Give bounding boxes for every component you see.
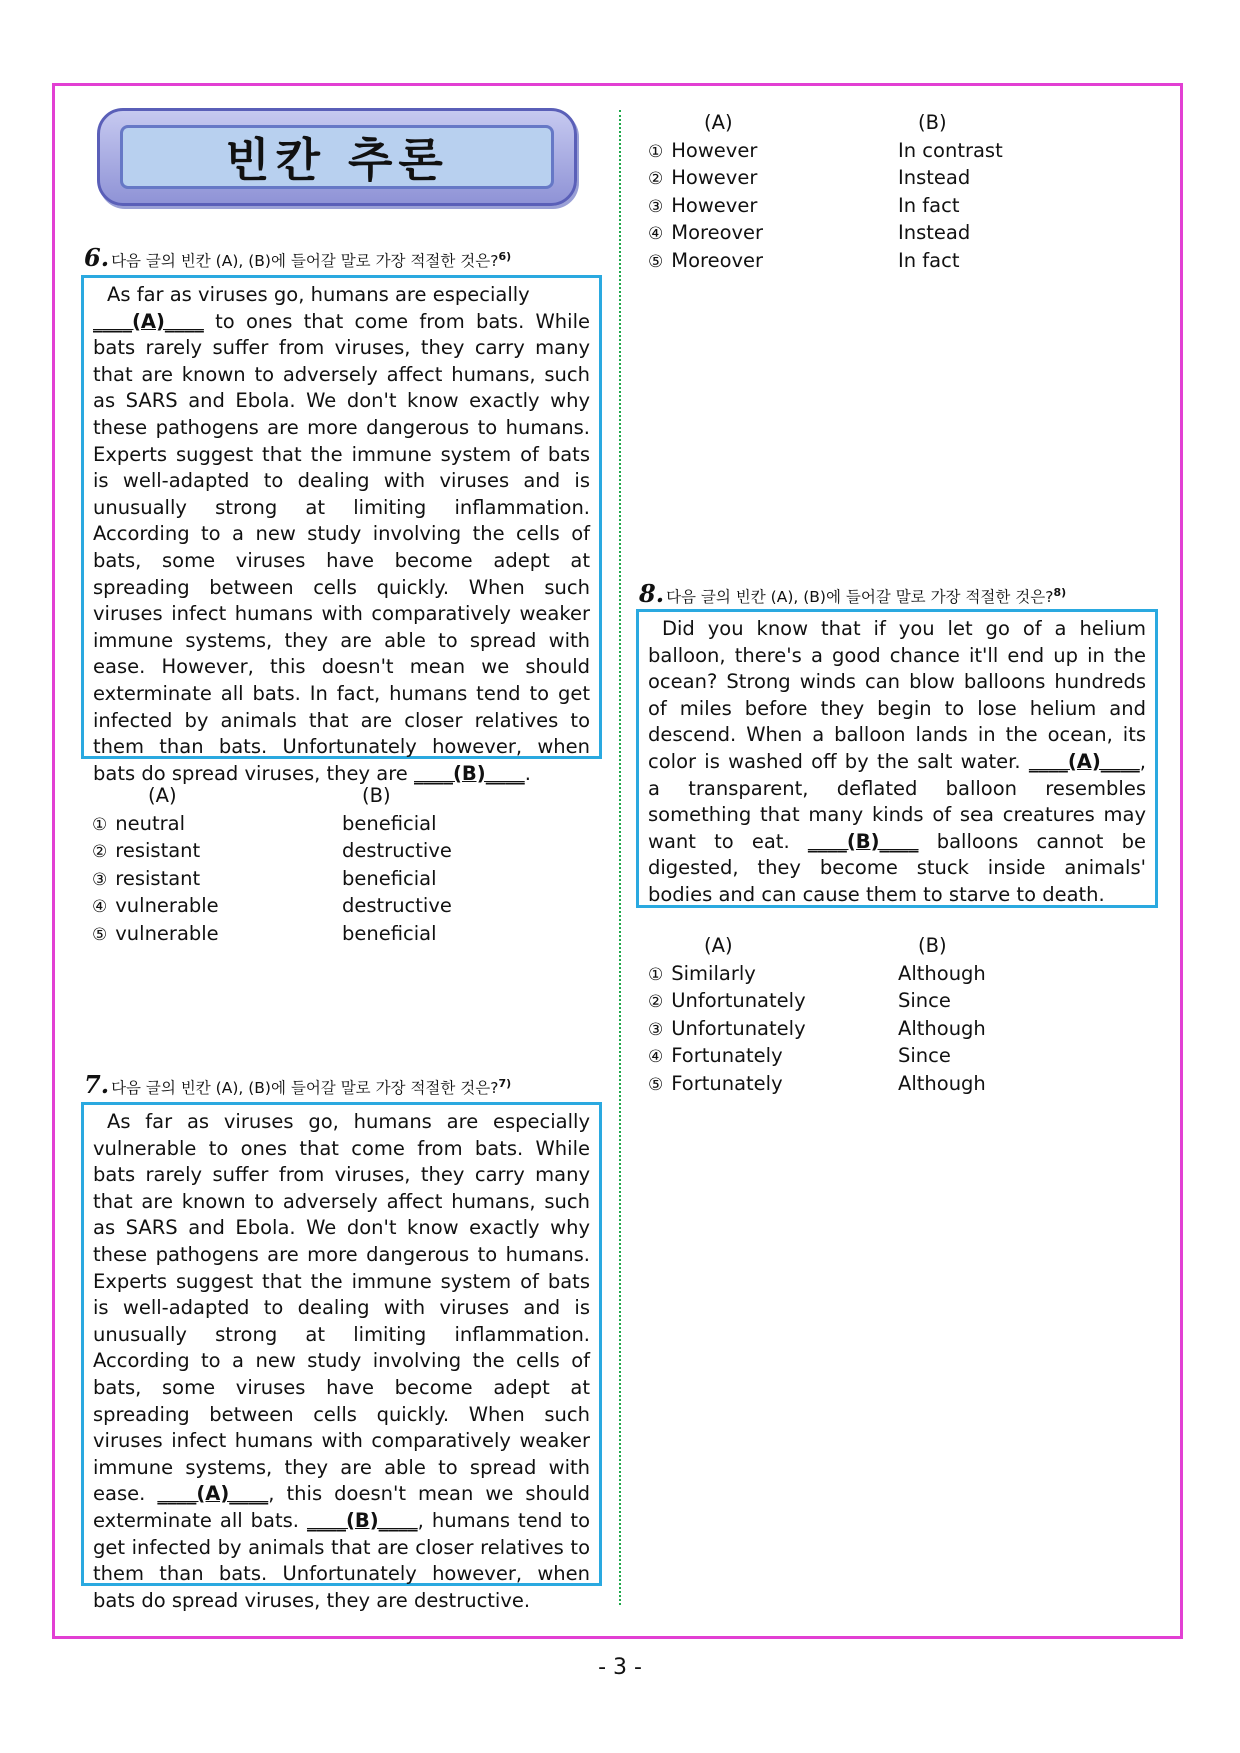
question-7-header	[84, 1070, 511, 1099]
choice-option[interactable]	[92, 867, 592, 895]
choice-option[interactable]	[92, 894, 592, 922]
choice-number: ①	[648, 964, 664, 985]
choice-b: beneficial	[342, 866, 437, 890]
choice-b: Instead	[898, 221, 971, 244]
choice-number: ③	[648, 196, 664, 217]
column-a-header: (A)	[704, 934, 733, 957]
passage-text: As far as viruses go, humans are especially vulnerable to ones that come from bats. While bats rarely suffer from viruses, they carry many that are known to adversely affect humans, such as SARS and Ebola. We don't know exactly why these pathogens are more dangerous to humans. Experts suggest that the immune system of bats is well-adapted to dealing with viruses and is unusually strong at limiting inflammation. According to a new study involving the cells of bats, some viruses have become adept at spreading between cells quickly. When such viruses infect humans with comparatively weaker immune systems, they are able to spread with ease.	[93, 1110, 590, 1506]
question-instruction: 다음 글의 빈칸 (A), (B)에 들어갈 말로 가장 적절한 것은?	[666, 588, 1054, 606]
choice-b: Although	[898, 1071, 986, 1095]
column-b-header: (B)	[918, 934, 947, 957]
choice-number: ②	[92, 842, 108, 862]
choice-number: ③	[648, 1019, 664, 1040]
choice-option[interactable]	[648, 249, 1168, 277]
question-instruction: 다음 글의 빈칸 (A), (B)에 들어갈 말로 가장 적절한 것은?	[111, 1079, 499, 1097]
passage-text: , humans tend to get infected by animals that are closer relatives to them than bats. Unfortunately however, when bats do spread viruses, they are destructive.	[93, 1508, 590, 1612]
choice-a: Fortunately	[671, 1044, 783, 1067]
column-divider	[619, 110, 621, 1605]
question-number: 7.	[84, 1070, 110, 1099]
choices-header	[648, 111, 1168, 139]
choice-b: beneficial	[342, 921, 437, 945]
passage-text: , a transparent, deflated balloon resembles something that many kinds of sea creatures may want to eat.	[648, 749, 1146, 853]
passage-text: balloons cannot be digested, they become stuck inside animals' bodies and can cause them to starve to death.	[648, 829, 1146, 906]
blank-b: ____(B)____	[414, 761, 525, 785]
blank-b: ____(B)____	[306, 1508, 418, 1532]
column-b-header: (B)	[362, 784, 391, 807]
passage-text: , this doesn't mean we should exterminate all bats.	[93, 1482, 591, 1532]
choice-option[interactable]	[648, 221, 1168, 249]
question-6-choices	[92, 784, 592, 949]
choice-number: ⑤	[648, 1074, 664, 1095]
choice-a: Similarly	[671, 961, 756, 985]
choice-b: In contrast	[898, 138, 1003, 162]
section-title-badge	[97, 108, 577, 206]
choice-option[interactable]	[648, 194, 1168, 222]
choice-number: ④	[648, 1047, 664, 1067]
choice-a: However	[671, 166, 758, 189]
choice-option[interactable]	[648, 1044, 1168, 1072]
choice-b: Since	[898, 1044, 951, 1067]
choice-b: Since	[898, 989, 951, 1012]
question-number: 8.	[639, 579, 665, 608]
passage-text: to ones that come from bats. While bats rarely suffer from viruses, they carry many that are known to adversely affect humans, such as SARS and Ebola. We don't know exactly why these pathogens are more dangerous to humans. Experts suggest that the immune system of bats is well-adapted to dealing with viruses and is unusually strong at limiting inflammation. According to a new study involving the cells of bats, some viruses have become adept at spreading between cells quickly. When such viruses infect humans with comparatively weaker immune systems, they are able to spread with ease. However, this doesn't mean we should exterminate all bats. In fact, humans tend to get infected by animals that are closer relatives to them than bats. Unfortunately however, when bats do spread viruses, they are	[93, 309, 590, 785]
passage-text: As far as viruses go, humans are especially	[107, 283, 530, 306]
choice-option[interactable]	[648, 166, 1168, 194]
choice-a: However	[671, 193, 758, 217]
choice-number: ①	[92, 814, 108, 835]
choice-number: ⑤	[648, 251, 664, 272]
footnote-marker: 8)	[1053, 585, 1067, 599]
choice-a: Moreover	[671, 221, 764, 244]
choice-b: In fact	[898, 248, 960, 272]
choice-a: However	[671, 138, 758, 162]
blank-a: ____(A)____	[93, 309, 204, 333]
choice-number: ⑤	[92, 924, 108, 945]
choice-b: Instead	[898, 166, 971, 189]
choice-option[interactable]	[648, 989, 1168, 1017]
choice-number: ④	[648, 224, 664, 244]
choice-option[interactable]	[648, 1017, 1168, 1045]
question-8-header	[639, 579, 1066, 608]
question-7-passage	[81, 1102, 602, 1612]
choice-b: Although	[898, 961, 986, 985]
section-title: 빈칸 추론	[120, 125, 554, 189]
choice-option[interactable]	[92, 839, 592, 867]
question-number: 6.	[84, 243, 110, 272]
choice-b: beneficial	[342, 811, 437, 835]
choice-a: resistant	[115, 839, 201, 862]
choice-a: vulnerable	[115, 921, 219, 945]
choice-number: ②	[648, 992, 664, 1012]
column-b-header: (B)	[918, 111, 947, 134]
choice-a: vulnerable	[115, 894, 219, 917]
choice-b: In fact	[898, 193, 960, 217]
footnote-marker: 7)	[498, 1076, 512, 1090]
question-8-passage	[636, 609, 1158, 908]
choice-number: ④	[92, 897, 108, 917]
question-6-passage	[81, 275, 602, 785]
choice-number: ②	[648, 169, 664, 189]
choice-b: destructive	[342, 894, 452, 917]
choice-option[interactable]	[648, 139, 1168, 167]
choice-option[interactable]	[648, 1072, 1168, 1100]
choice-number: ③	[92, 869, 108, 890]
question-6-header	[84, 243, 511, 272]
question-instruction: 다음 글의 빈칸 (A), (B)에 들어갈 말로 가장 적절한 것은?	[111, 252, 499, 270]
choices-header	[648, 934, 1168, 962]
column-a-header: (A)	[704, 111, 733, 134]
question-7-choices	[648, 111, 1168, 276]
choice-option[interactable]	[648, 962, 1168, 990]
passage-text: .	[524, 761, 531, 785]
choice-number: ①	[648, 141, 664, 162]
footnote-marker: 6)	[498, 249, 512, 263]
choice-b: destructive	[342, 839, 452, 862]
choice-b: Although	[898, 1016, 986, 1040]
choice-a: Moreover	[671, 248, 764, 272]
choice-a: resistant	[115, 866, 201, 890]
blank-a: ____(A)____	[1028, 749, 1140, 773]
question-8-choices	[648, 934, 1168, 1099]
blank-a: ____(A)____	[157, 1482, 269, 1506]
passage-text: Did you know that if you let go of a helium balloon, there's a good chance it'll end up in the ocean? Strong winds can blow balloons hundreds of miles before they begin to lose helium and descend. When a balloon lands in the ocean, its color is washed off by the salt water.	[648, 617, 1146, 773]
choice-a: Fortunately	[671, 1071, 783, 1095]
choice-a: neutral	[115, 811, 185, 835]
column-a-header: (A)	[148, 784, 177, 807]
choice-option[interactable]	[92, 922, 592, 950]
choices-header	[92, 784, 592, 812]
page-number: - 3 -	[598, 1655, 642, 1680]
blank-b: ____(B)____	[807, 829, 919, 853]
choice-a: Unfortunately	[671, 989, 806, 1012]
choice-option[interactable]	[92, 812, 592, 840]
choice-a: Unfortunately	[671, 1016, 806, 1040]
